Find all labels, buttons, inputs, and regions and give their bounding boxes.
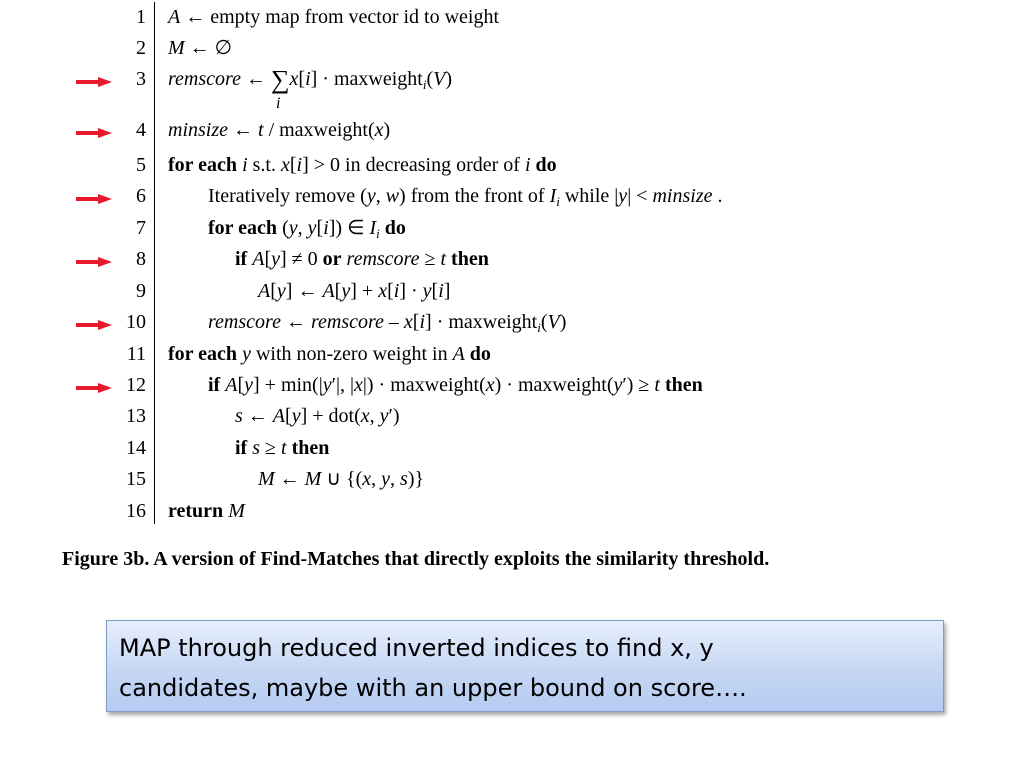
algorithm-line-text: for each i s.t. x[i] > 0 in decreasing order of i do [168, 154, 557, 176]
line-number: 11 [126, 343, 146, 365]
line-number: 9 [136, 280, 146, 302]
line-number: 12 [126, 374, 146, 396]
algorithm-line [0, 401, 1024, 432]
algorithm-line [0, 150, 1024, 181]
line-number: 15 [126, 468, 146, 490]
line-number: 3 [136, 68, 146, 90]
algorithm-line [0, 496, 1024, 527]
algorithm-line [0, 64, 1024, 112]
note-line-2: candidates, maybe with an upper bound on score…. [119, 674, 747, 702]
algorithm-line-text: remscore ← remscore – x[i] · maxweight$_i$(V) [208, 311, 567, 335]
algorithm-line [0, 2, 1024, 33]
algorithm-line-text: return M [168, 500, 245, 522]
algorithm-line-text: for each y with non-zero weight in A do [168, 343, 491, 365]
line-number: 8 [136, 248, 146, 270]
algorithm-line [0, 433, 1024, 464]
algorithm-line [0, 276, 1024, 307]
note-callout [106, 620, 944, 712]
algorithm-line-text: minsize ← t / maxweight(x) [168, 119, 391, 141]
line-number: 14 [126, 437, 146, 459]
algorithm-line-text: M ← M ∪ {(x, y, s)} [258, 468, 425, 490]
note-line-1: MAP through reduced inverted indices to find x, y [119, 634, 714, 662]
algorithm-line [0, 33, 1024, 64]
algorithm-line-text: s ← A[y] + dot(x, y′) [235, 405, 400, 427]
line-number: 7 [136, 217, 146, 239]
algorithm-line [0, 464, 1024, 495]
line-number: 10 [126, 311, 146, 333]
algorithm-line-text: if s ≥ t then [235, 437, 330, 459]
algorithm-line-text: M ← ∅ [168, 37, 233, 59]
figure-caption: Figure 3b. A version of Find-Matches that directly exploits the similarity threshold. [62, 548, 770, 570]
line-number: 16 [126, 500, 146, 522]
algorithm-line [0, 115, 1024, 146]
algorithm-line-text: for each (y, y[i]) ∈ $I_i$ do [208, 217, 406, 241]
algorithm-line-text: remscore ← ∑ i x[i] · maxweight$_i$(V) [168, 65, 452, 112]
line-number: 13 [126, 405, 146, 427]
line-number: 2 [136, 37, 146, 59]
algorithm-line [0, 339, 1024, 370]
algorithm-line [0, 181, 1024, 212]
algorithm-line-text: Iteratively remove (y, w) from the front of $I_i$ while |y| < minsize . [208, 185, 723, 209]
algorithm-line-text: if A[y] + min(|y′|, |x|) · maxweight(x) · maxweight(y′) ≥ t then [208, 374, 703, 396]
line-number: 5 [136, 154, 146, 176]
algorithm-line [0, 307, 1024, 338]
algorithm-line-text: if A[y] ≠ 0 or remscore ≥ t then [235, 248, 489, 270]
line-number: 1 [136, 6, 146, 28]
algorithm-line [0, 213, 1024, 244]
algorithm-line [0, 370, 1024, 401]
line-number: 6 [136, 185, 146, 207]
algorithm-line-text: A[y] ← A[y] + x[i] · y[i] [258, 280, 451, 302]
line-number: 4 [136, 119, 146, 141]
algorithm-line [0, 244, 1024, 275]
algorithm-line-text: A ← empty map from vector id to weight [168, 6, 500, 28]
